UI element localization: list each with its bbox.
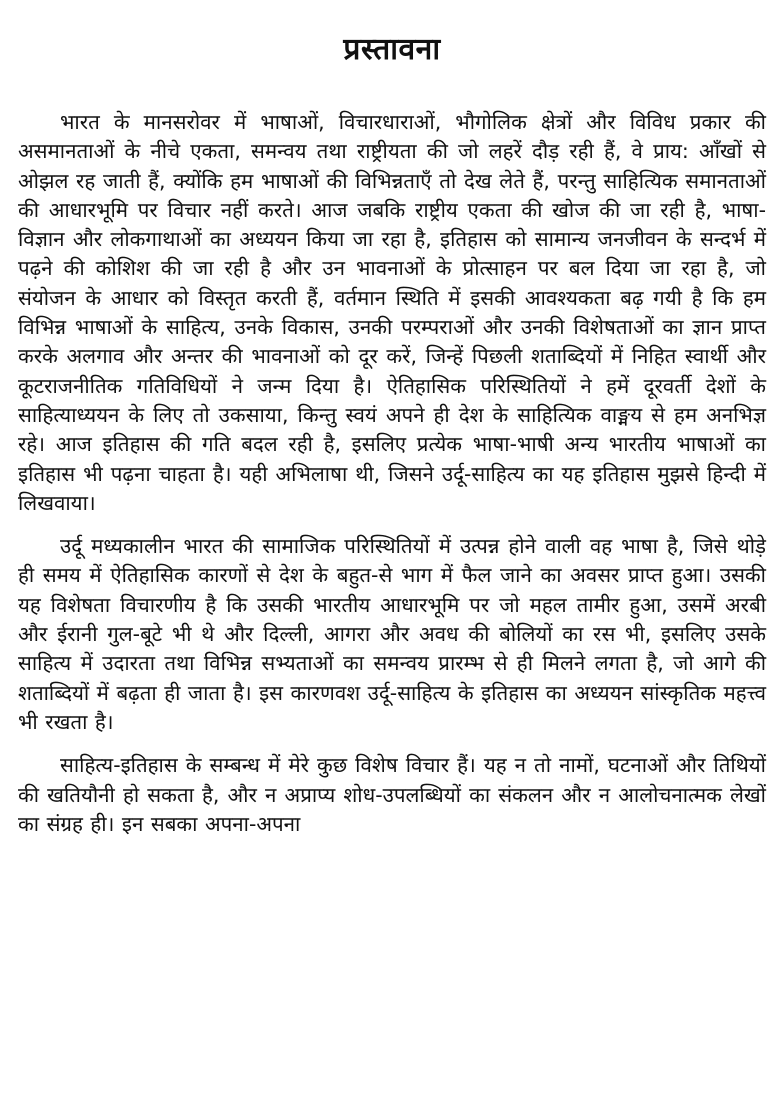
paragraph-2: उर्दू मध्यकालीन भारत की सामाजिक परिस्थितियों में उत्पन्न होने वाली वह भाषा है, जिसे थोड़े ही समय में ऐतिहासिक कारणों से देश के बहुत-से भाग में फैल जाने का अवसर प्राप्त हुआ। उसकी यह विशेषता विचारणीय है कि उसकी भारतीय आधारभूमि पर जो महल तामीर हुआ, उसमें अरबी और ईरानी गुल-बूटे भी थे और दिल्ली, आगरा और अवध की बोलियों का रस भी, इसलिए उसके साहित्य में उदारता तथा विभिन्न सभ्यताओं का समन्वय प्रारम्भ से ही मिलने लगता है, जो आगे की शताब्दियों में बढ़ता ही जाता है। इस कारणवश उर्दू-साहित्य के इतिहास का अध्ययन सांस्कृतिक महत्त्व भी रखता है।	[18, 534, 767, 734]
paragraph-1: भारत के मानसरोवर में भाषाओं, विचारधाराओं, भौगोलिक क्षेत्रों और विविध प्रकार की असमानताओं के नीचे एकता, समन्वय तथा राष्ट्रीयता की जो लहरें दौड़ रही हैं, वे प्राय: आँखों से ओझल रह जाती हैं, क्योंकि हम भाषाओं की विभिन्नताएँ तो देख लेते हैं, परन्तु साहित्यिक समानताओं की आधारभूमि पर विचार नहीं करते। आज जबकि राष्ट्रीय एकता की खोज की जा रही है, भाषा-विज्ञान और लोकगाथाओं का अध्ययन किया जा रहा है, इतिहास को सामान्य जनजीवन के सन्दर्भ में पढ़ने की कोशिश की जा रही है और उन भावनाओं के प्रोत्साहन पर बल दिया जा रहा है, जो संयोजन के आधार को विस्तृत करती हैं, वर्तमान स्थिति में इसकी आवश्यकता बढ़ गयी है कि हम विभिन्न भाषाओं के साहित्य, उनके विकास, उनकी परम्पराओं और उनकी विशेषताओं का ज्ञान प्राप्त करके अलगाव और अन्तर की भावनाओं को दूर करें, जिन्हें पिछली शताब्दियों में निहित स्वार्थी और कूटराजनीतिक गतिविधियों ने जन्म दिया है। ऐतिहासिक परिस्थितियों ने हमें दूरवर्ती देशों के साहित्याध्ययन के लिए तो उकसाया, किन्तु स्वयं अपने ही देश के साहित्यिक वाङ्मय से हम अनभिज्ञ रहे। आज इतिहास की गति बदल रही है, इसलिए प्रत्येक भाषा-भाषी अन्य भारतीय भाषाओं का इतिहास भी पढ़ना चाहता है। यही अभिलाषा थी, जिसने उर्दू-साहित्य का यह इतिहास मुझसे हिन्दी में लिखवाया।	[18, 110, 766, 515]
page-title: प्रस्तावना	[343, 32, 441, 67]
paragraph-3: साहित्य-इतिहास के सम्बन्ध में मेरे कुछ विशेष विचार हैं। यह न तो नामों, घटनाओं और तिथियों की खतियौनी हो सकता है, और न अप्राप्य शोध-उपलब्धियों का संकलन और न आलोचनात्मक लेखों का संग्रह ही। इन सबका अपना-अपना	[18, 753, 766, 836]
